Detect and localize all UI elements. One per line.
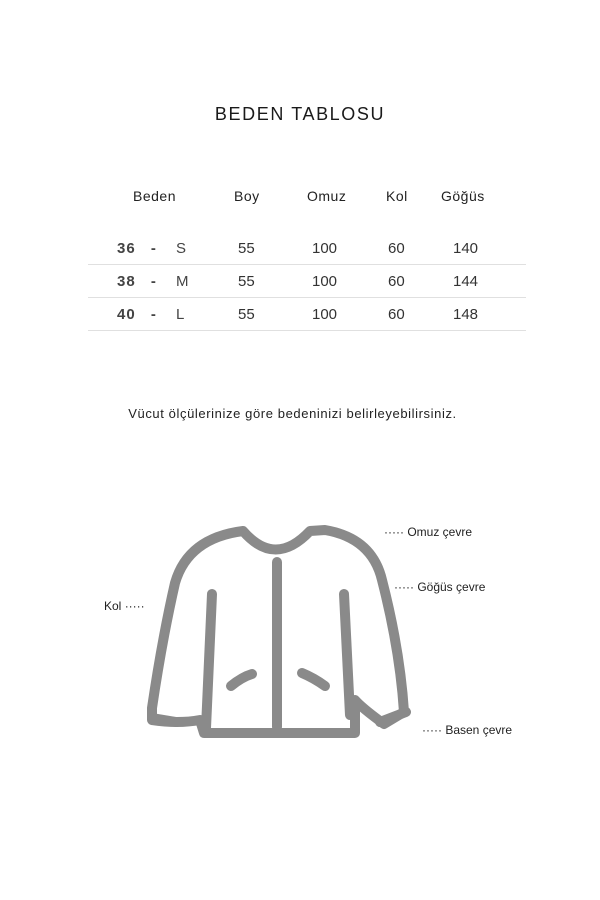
boy-value: 55 [238,273,255,290]
dotted-leader-icon: ····· [394,580,414,594]
jacket-diagram [0,500,600,760]
omuz-value: 100 [312,306,338,323]
size-letter: L [176,306,186,323]
gogus-value: 144 [453,273,479,290]
gogus-label-text: Göğüs çevre [417,580,486,594]
dotted-leader-icon: ····· [422,723,442,737]
dotted-leader-icon: ····· [384,525,404,539]
boy-value: 55 [238,240,255,257]
size-cell [117,306,185,323]
right-arm-seam [344,594,350,715]
dotted-leader-icon: ····· [124,599,145,613]
size-letter: S [176,240,188,257]
table-row [88,298,526,331]
size-number: 36 [117,240,136,257]
size-letter: M [176,273,190,290]
kol-value: 60 [388,306,405,323]
kol-value: 60 [388,240,405,257]
gogus-value: 148 [453,306,479,323]
left-pocket [231,674,252,686]
gogus-value: 140 [453,240,479,257]
omuz-value: 100 [312,240,338,257]
right-cuff [380,712,406,722]
header-gogus: Göğüs [441,188,485,204]
header-kol: Kol [386,188,408,204]
header-omuz: Omuz [307,188,347,204]
size-cell [117,240,187,257]
omuz-label [384,525,472,539]
size-note: Vücut ölçülerinize göre bedeninizi belirleyebilirsiniz. [128,406,457,421]
right-pocket [302,673,325,686]
size-cell [117,273,190,290]
kol-value: 60 [388,273,405,290]
boy-value: 55 [238,306,255,323]
size-dash: - [150,306,157,323]
basen-label [422,723,512,737]
size-number: 38 [117,273,136,290]
omuz-value: 100 [312,273,338,290]
size-dash: - [150,240,157,257]
page-title: BEDEN TABLOSU [214,104,386,124]
row-divider [88,330,526,331]
left-arm-seam [206,594,212,728]
table-row [88,265,526,298]
size-number: 40 [117,306,136,323]
basen-label-text: Basen çevre [445,723,513,737]
kol-label [104,599,145,613]
left-cuff [152,718,176,722]
header-beden: Beden [133,188,176,204]
gogus-label [394,580,485,594]
size-dash: - [150,273,157,290]
table-row [88,232,526,265]
header-boy: Boy [234,188,260,204]
omuz-label-text: Omuz çevre [407,525,473,539]
kol-label-text: Kol [104,599,122,613]
